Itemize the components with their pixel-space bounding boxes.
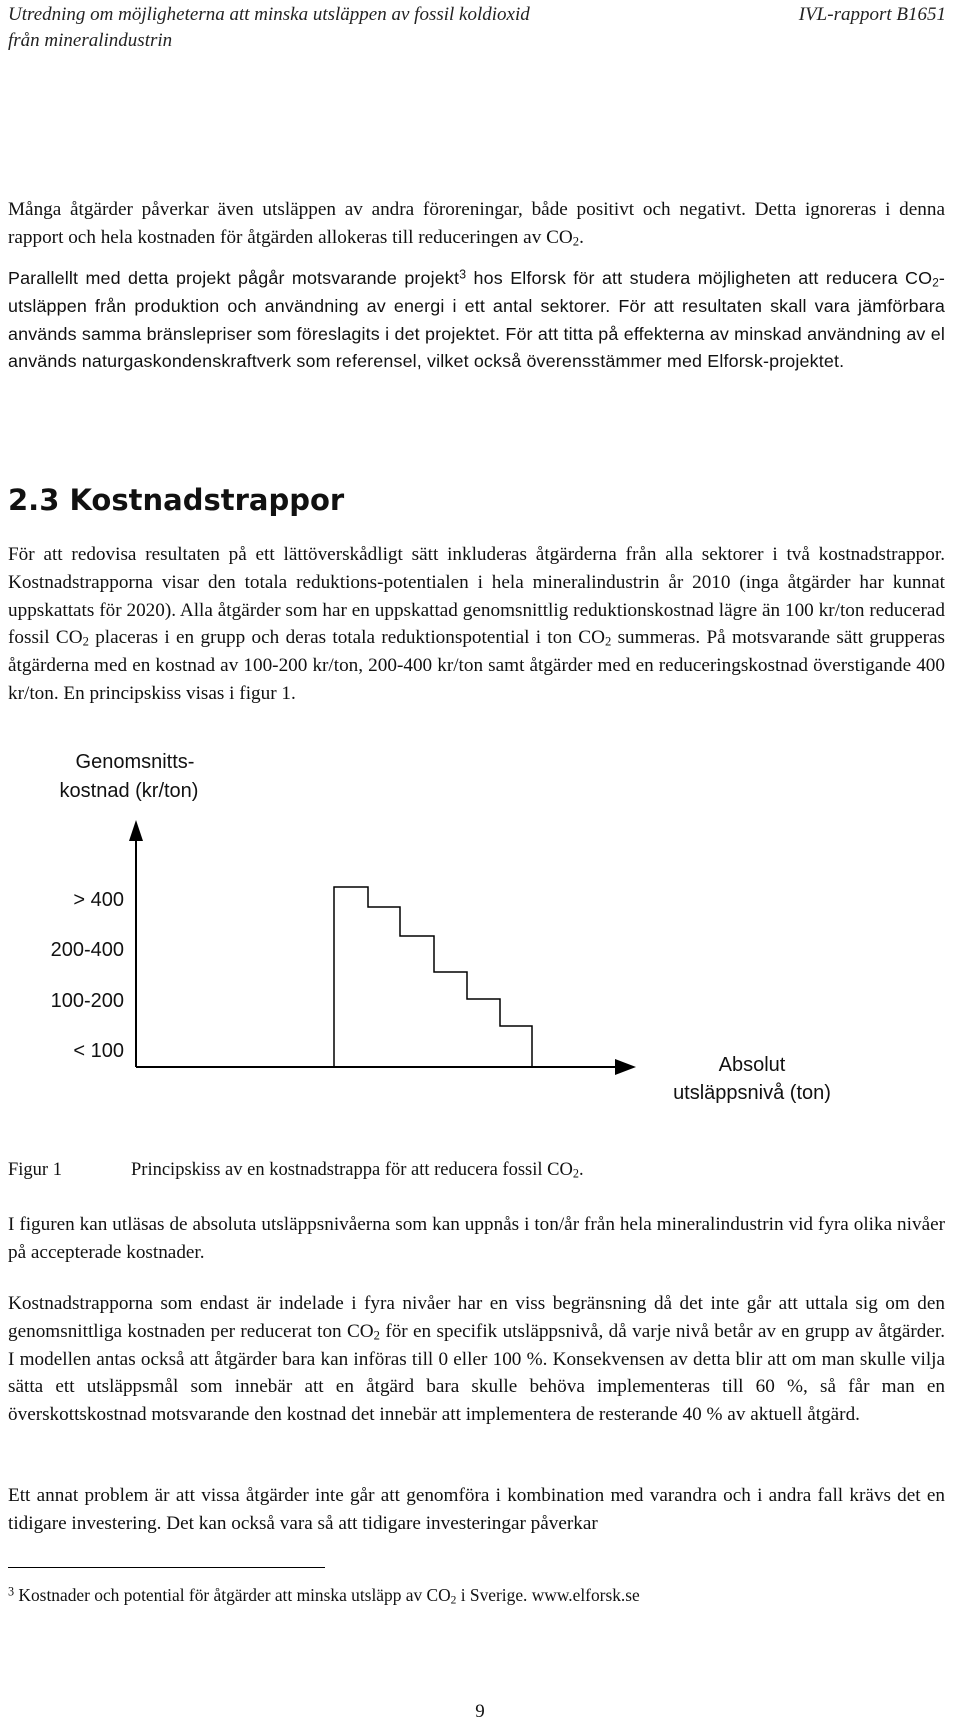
footnote-ref[interactable]: 3 [459, 267, 467, 282]
paragraph-text: placeras i en grupp och deras totala reduktionspotential i ton CO [88, 627, 605, 649]
paragraph-text: Parallellt med detta projekt pågår motsvarande projekt [8, 268, 460, 288]
paragraph-text: summeras. På motsvarande sätt grupperas åtgärderna med en kostnad av 100-200 kr/ton, 200-400 kr/ton samt åtgärder med en reduceringskostnad överstigande 400 kr/ton. En principskiss visas i figur 1. [8, 627, 945, 704]
footnote-separator [8, 1567, 325, 1568]
x-axis-label-line2: utsläppsnivå (ton) [673, 1082, 831, 1104]
footnote-text-end: i Sverige. www.elforsk.se [456, 1585, 640, 1605]
paragraph-text: För att redovisa resultaten på ett lättöverskådligt sätt inkluderas åtgärderna från alla sektorer i två kostnadstrappor. Kostnadstrapporna visar den totala reduktions-potentialen i hela mineralindustrin år 2010 (inga åtgärder har kunnat uppskattats för 2020). Alla åtgärder som har en uppskattad genomsnittlig reduktionskostnad lägre än 100 kr/ton reducerad fossil CO [8, 544, 945, 649]
paragraph-text: -utsläppen från produktion och användning av energi i ett antal sektorer. För att resultaten skall vara jämförbara används samma bränslepriser som föreslagits i det projektet. För att titta på effekterna av minskad användning av el används naturgaskondenskraftverk som referensel, vilket också överensstämmer med Elforsk-projektet. [8, 268, 946, 372]
footnote [8, 1583, 640, 1607]
paragraph-text: Kostnadstrapporna som endast är indelade i fyra nivåer har en viss begränsning då det inte går att uttala sig om den genomsnittliga kostnaden per reducerat ton CO [8, 1293, 945, 1342]
level-label-200-400: 200-400 [50, 939, 124, 961]
paragraph-text: för en specifik utsläppsnivå, då varje nivå betår av en grupp av åtgärder. I modellen antas också att åtgärder bara kan införas till 0 eller 100 %. Konsekvensen av detta blir att om man skulle vilja sätta ett utsläppsmål som innebär att en åtgärd bara skulle behöva implementeras till 60 %, så får man en överskottskostnad motsvarande den kostnad det innebär att implementera de resterande 40 % av aktuell åtgärd. [8, 1320, 945, 1426]
paragraph-text: hos Elforsk för att studera möjligheten att reducera CO [466, 268, 933, 288]
subscript: 2 [373, 1328, 380, 1343]
subscript: 2 [82, 634, 89, 649]
subscript: 2 [450, 1594, 457, 1607]
y-axis-label-line1: Genomsnitts- [75, 751, 195, 773]
figure-caption-label: Figur 1 [8, 1160, 62, 1180]
level-label-100-200: 100-200 [50, 990, 124, 1012]
footnote-text: Kostnader och potential för åtgärder att minska utsläpp av CO [14, 1585, 451, 1605]
paragraph-figure-reading [8, 1211, 945, 1267]
caption-end: . [578, 1160, 584, 1180]
paragraph-elforsk [8, 265, 945, 376]
y-axis-label-line2: kostnad (kr/ton) [59, 780, 199, 802]
level-label-over-400: > 400 [73, 889, 124, 911]
subscript: 2 [572, 234, 580, 249]
section-heading: 2.3 Kostnadstrappor [8, 483, 345, 517]
running-header-left [8, 2, 530, 54]
report-number: IVL-rapport B1651 [798, 4, 946, 25]
cost-staircase-figure [0, 740, 960, 1120]
caption-text: Principskiss av en kostnadstrappa för att reducera fossil CO [131, 1160, 573, 1180]
subscript: 2 [572, 1166, 579, 1181]
y-axis-arrowhead [129, 820, 143, 841]
footnote-number: 3 [8, 1584, 15, 1599]
x-axis-label-line1: Absolut [718, 1054, 786, 1076]
paragraph-cost-steps [8, 541, 945, 708]
paragraph-text: Ett annat problem är att vissa åtgärder inte går att genomföra i kombination med varandra och i andra fall krävs det en tidigare investering. Det kan också vara så att tidigare investeringar påverkar [8, 1485, 945, 1534]
paragraph-limitations [8, 1290, 945, 1429]
header-title-line1: Utredning om möjligheterna att minska utsläppen av fossil koldioxid [8, 4, 530, 25]
subscript: 2 [932, 275, 939, 290]
cost-staircase-line [334, 887, 532, 1067]
paragraph-text: I figuren kan utläsas de absoluta utsläppsnivåerna som kan uppnås i ton/år från hela mineralindustrin vid fyra olika nivåer på accepterade kostnader. [8, 1214, 945, 1263]
paragraph-text: Många åtgärder påverkar även utsläppen av andra föroreningar, både positivt och negativt. Detta ignoreras i denna rapport och hela kostnaden för åtgärden allokeras till reduceringen av CO [8, 199, 945, 248]
page-number: 9 [475, 1701, 485, 1722]
paragraph-other-pollutants [8, 196, 945, 252]
x-axis-arrowhead [615, 1059, 636, 1075]
figure-caption-text [131, 1157, 584, 1183]
level-label-under-100: < 100 [73, 1040, 124, 1062]
header-title-line2: från mineralindustrin [8, 30, 173, 51]
paragraph-end: . [579, 226, 584, 248]
paragraph-combination-problem [8, 1482, 945, 1538]
subscript: 2 [604, 634, 612, 649]
